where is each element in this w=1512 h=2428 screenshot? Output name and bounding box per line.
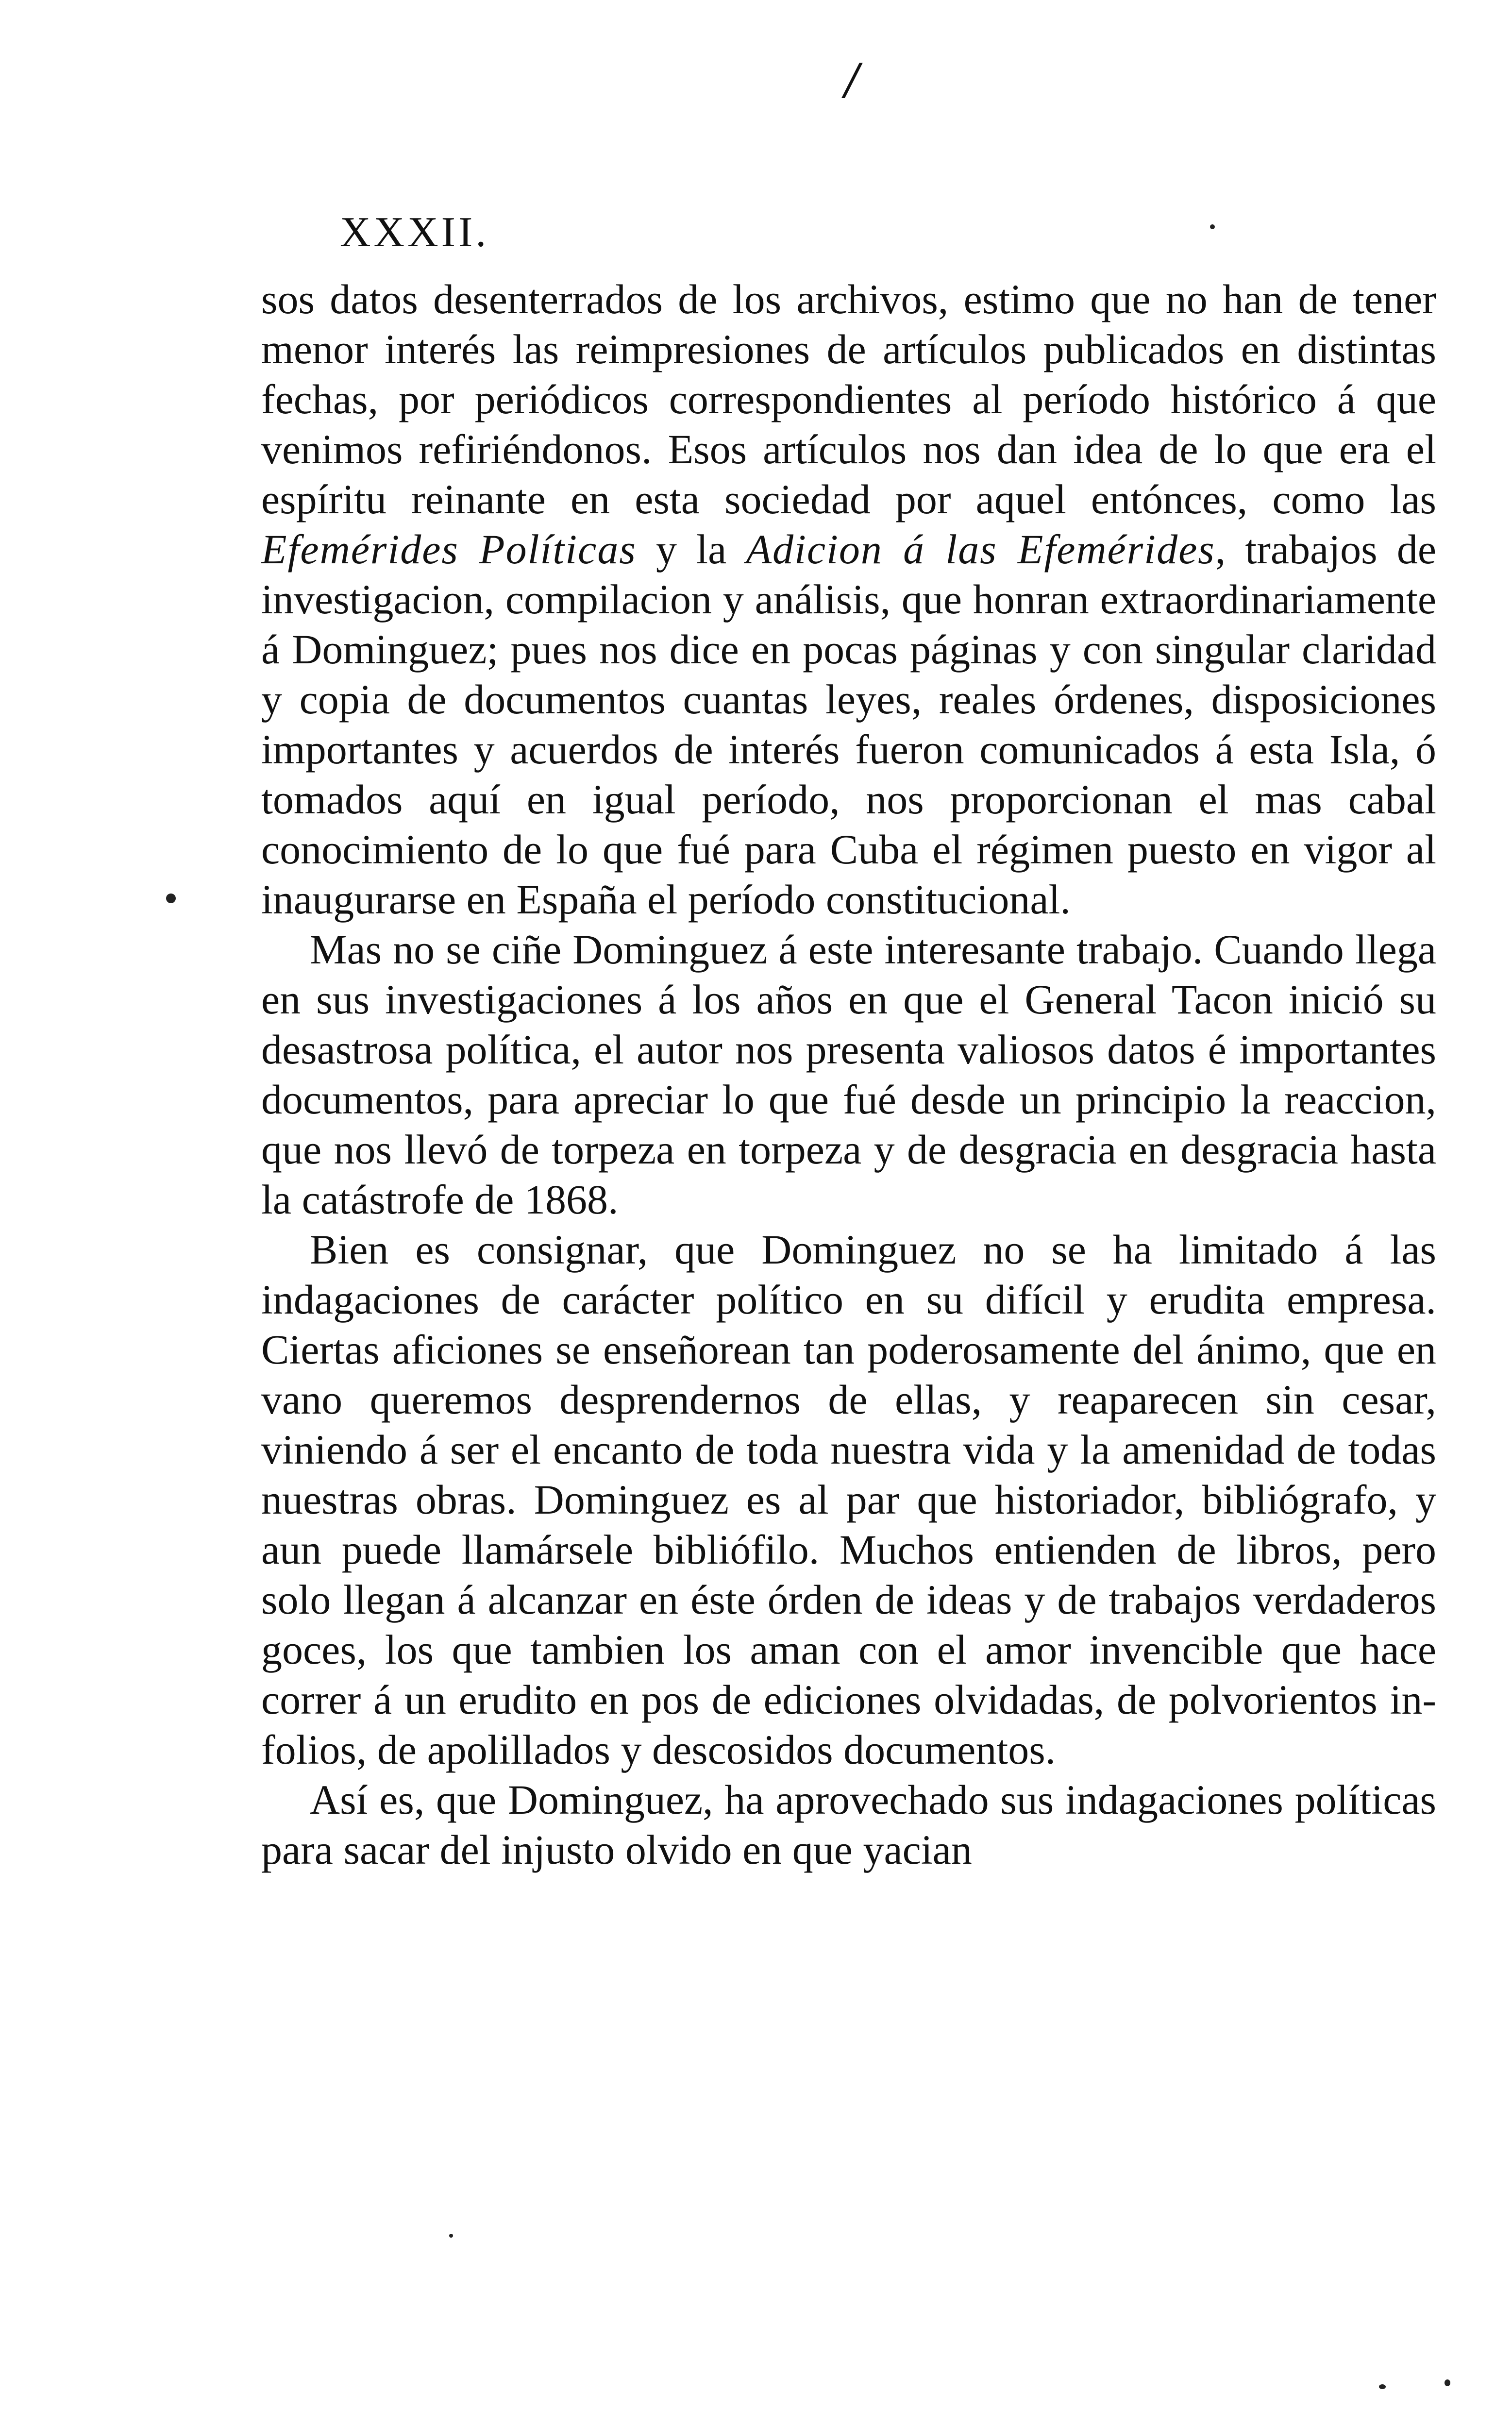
paragraph-2: Mas no se ciñe Dominguez á este interesante trabajo. Cuando llega en sus investigaciones á los años en que el General Tacon inició su desastrosa política, el autor nos presenta valiosos datos é importantes documentos, para apreciar lo que fué desde un principio la reaccion, que nos llevó de torpeza en torpeza y de desgracia en desgracia hasta la catástrofe de 1868. [261, 926, 1436, 1223]
margin-speck [166, 894, 176, 903]
paragraph-1 [261, 274, 1436, 925]
body-text [261, 274, 1436, 1875]
paragraph-1-text-c: , trabajos de investigacion, compilacion y análisis, que honran extraordinariamente á Dominguez; pues nos dice en pocas páginas y con singular claridad y copia de documentos cuantas leyes, reales órdenes, disposiciones importantes y acuerdos de interés fueron comunicados á esta Isla, ó tomados aquí en igual período, nos proporcionan el mas cabal conocimiento de lo que fué para Cuba el régimen puesto en vigor al inaugurarse en España el período constitucional. [261, 526, 1436, 923]
paragraph-3: Bien es consignar, que Dominguez no se ha limitado á las indagaciones de carácter político en su difícil y erudita empresa. Ciertas aficiones se enseñorean tan poderosamente del ánimo, que en vano queremos desprendernos de ellas, y reaparecen sin cesar, viniendo á ser el encanto de toda nuestra vida y la amenidad de todas nuestras obras. Dominguez es al par que historiador, bibliógrafo, y aun puede llamársele bibliófilo. Muchos entienden de libros, pero solo llegan á alcanzar en éste órden de ideas y de trabajos verdaderos goces, los que tambien los aman con el amor invencible que hace correr á un erudito en pos de ediciones olvidadas, de polvorientos in-folios, de apolillados y descosidos documentos. [261, 1226, 1436, 1773]
page-number: XXXII. [340, 209, 489, 256]
paragraph-1-text-b: y la [656, 526, 727, 573]
title-efemerides-politicas: Efemérides Políticas [261, 526, 637, 573]
margin-speck [1379, 2384, 1386, 2389]
margin-speck [449, 2234, 453, 2238]
title-adicion-efemerides: Adicion á las Efemérides [746, 526, 1215, 573]
paragraph-4: Así es, que Dominguez, ha aprovechado sus indagaciones políticas para sacar del injusto olvido en que yacian [261, 1776, 1436, 1873]
top-margin-mark: / [845, 54, 859, 104]
margin-speck [1210, 224, 1215, 229]
paragraph-1-text-a: sos datos desenterrados de los archivos, estimo que no han de tener menor interés las reimpresiones de artículos publicados en distintas fechas, por periódicos correspondientes al período histórico á que venimos refiriéndonos. Esos artículos nos dan idea de lo que era el espíritu reinante en esta sociedad por aquel entónces, como las [261, 276, 1436, 523]
margin-speck [1445, 2379, 1450, 2386]
